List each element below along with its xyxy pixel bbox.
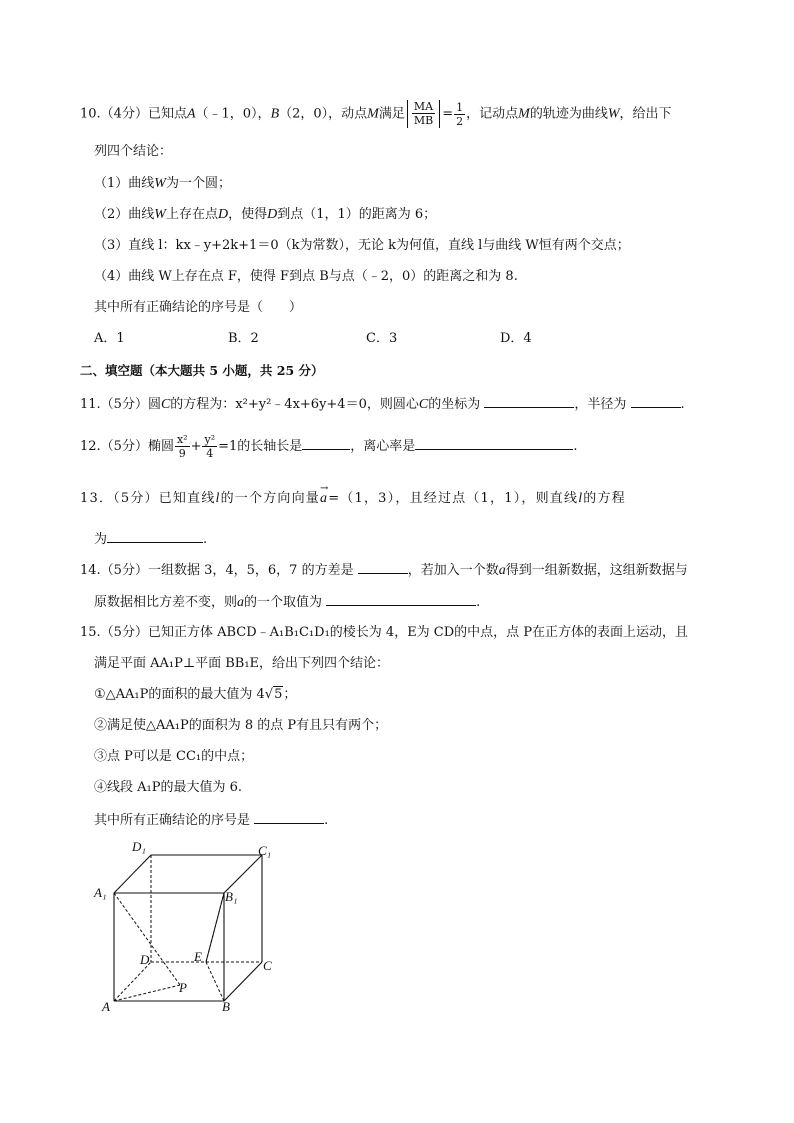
label-D: D: [140, 952, 150, 967]
q13-line2: 为 .: [94, 529, 207, 549]
q10-statement-2: （2）曲线W上存在点D，使得D到点（1，1）的距离为 6；: [94, 207, 437, 222]
q12: 12.（5分）椭圆 $\frac{\text{x²}}{9}$ + $\frac{\text{y²}}{4}$ =1的长轴长是 ，离心率是 .: [80, 433, 578, 460]
q13-line-equation-blank[interactable]: [107, 529, 203, 543]
label-P: P: [179, 980, 187, 995]
q15-answer-blank[interactable]: [254, 810, 324, 824]
label-E: E: [194, 949, 202, 964]
label-D1: D₁: [132, 839, 146, 854]
q15-statement-3: ③点 P可以是 CC₁的中点；: [94, 749, 254, 764]
label-B: B: [222, 999, 230, 1014]
q10-ask: 其中所有正确结论的序号是（ ）: [94, 300, 303, 315]
q15-line2: 满足平面 AA₁P⊥平面 BB₁E，给出下列四个结论：: [94, 656, 390, 671]
q10-line1: 10.（4分）已知点A（﹣1，0），B（2，0），动点M满足 $\frac{MA}{MB}$ = $\frac{1}{2}$ ，记动点M的轨迹为曲线W，给出下: [80, 100, 672, 128]
q10-option-d: D．4: [500, 331, 532, 346]
label-A: A: [102, 999, 110, 1014]
q10-statement-4: （4）曲线 W上存在点 F，使得 F到点 B与点（﹣2，0）的距离之和为 8.: [94, 269, 518, 284]
q14-line1: 14.（5分）一组数据 3，4，5，6，7 的方差是 ，若加入一个数a得到一组新数据，这组新数据与: [80, 560, 688, 580]
q15-line1: 15.（5分）已知正方体 ABCD﹣A₁B₁C₁D₁的棱长为 4，E为 CD的中点，点 P在正方体的表面上运动，且: [80, 625, 689, 640]
q15-statement-2: ②满足使△AA₁P的面积为 8 的点 P有且只有两个；: [94, 718, 388, 733]
q10-option-b: B．2: [228, 331, 259, 346]
q13-line1: 13．（5分）已知直线l的一个方向向量 → a=（1，3），且经过点（1，1），则直线l的方程: [80, 483, 626, 506]
q15-statement-4: ④线段 A₁P的最大值为 6.: [94, 780, 243, 795]
q10-line2: 列四个结论：: [94, 144, 173, 159]
q12-major-axis-blank[interactable]: [302, 436, 350, 450]
label-C: C: [263, 958, 272, 973]
ma-mb-ratio: $\frac{MA}{MB}$: [407, 100, 440, 128]
q14-line2: 原数据相比方差不变，则a的一个取值为 .: [94, 592, 480, 612]
q10-statement-1: （1）曲线W为一个圆；: [94, 176, 231, 191]
q14-value-blank[interactable]: [326, 592, 476, 606]
y2-over-4: $\frac{\text{y²}}{4}$: [204, 433, 216, 460]
section-heading: 二、填空题（本大题共 5 小题，共 25 分）: [80, 363, 324, 378]
label-B1: B₁: [225, 889, 238, 904]
q10-option-a: A．1: [94, 331, 125, 346]
label-C1: C₁: [258, 843, 272, 858]
cube-figure: [90, 838, 290, 1018]
q11-center-blank[interactable]: [484, 394, 574, 408]
label-A1: A₁: [94, 885, 107, 900]
q14-variance-blank[interactable]: [358, 560, 408, 574]
vector-a: a: [320, 491, 329, 506]
q10-option-c: C．3: [366, 331, 398, 346]
q15-statement-1: ①△AA₁P的面积的最大值为 4√5；: [94, 687, 297, 702]
q11: 11.（5分）圆C的方程为：x²+y²﹣4x+6y+4＝0，则圆心C的坐标为 ，半径为 .: [80, 394, 685, 414]
q10-statement-3: （3）直线 l：kx﹣y+2k+1＝0（k为常数），无论 k为何值，直线 l与曲线 W恒有两个交点；: [94, 238, 630, 253]
q15-ask: 其中所有正确结论的序号是 .: [94, 810, 328, 830]
q12-eccentricity-blank[interactable]: [415, 436, 573, 450]
one-half: $\frac{1}{2}$: [456, 100, 464, 128]
x2-over-9: $\frac{\text{x²}}{9}$: [176, 433, 188, 460]
q11-radius-blank[interactable]: [631, 394, 681, 408]
